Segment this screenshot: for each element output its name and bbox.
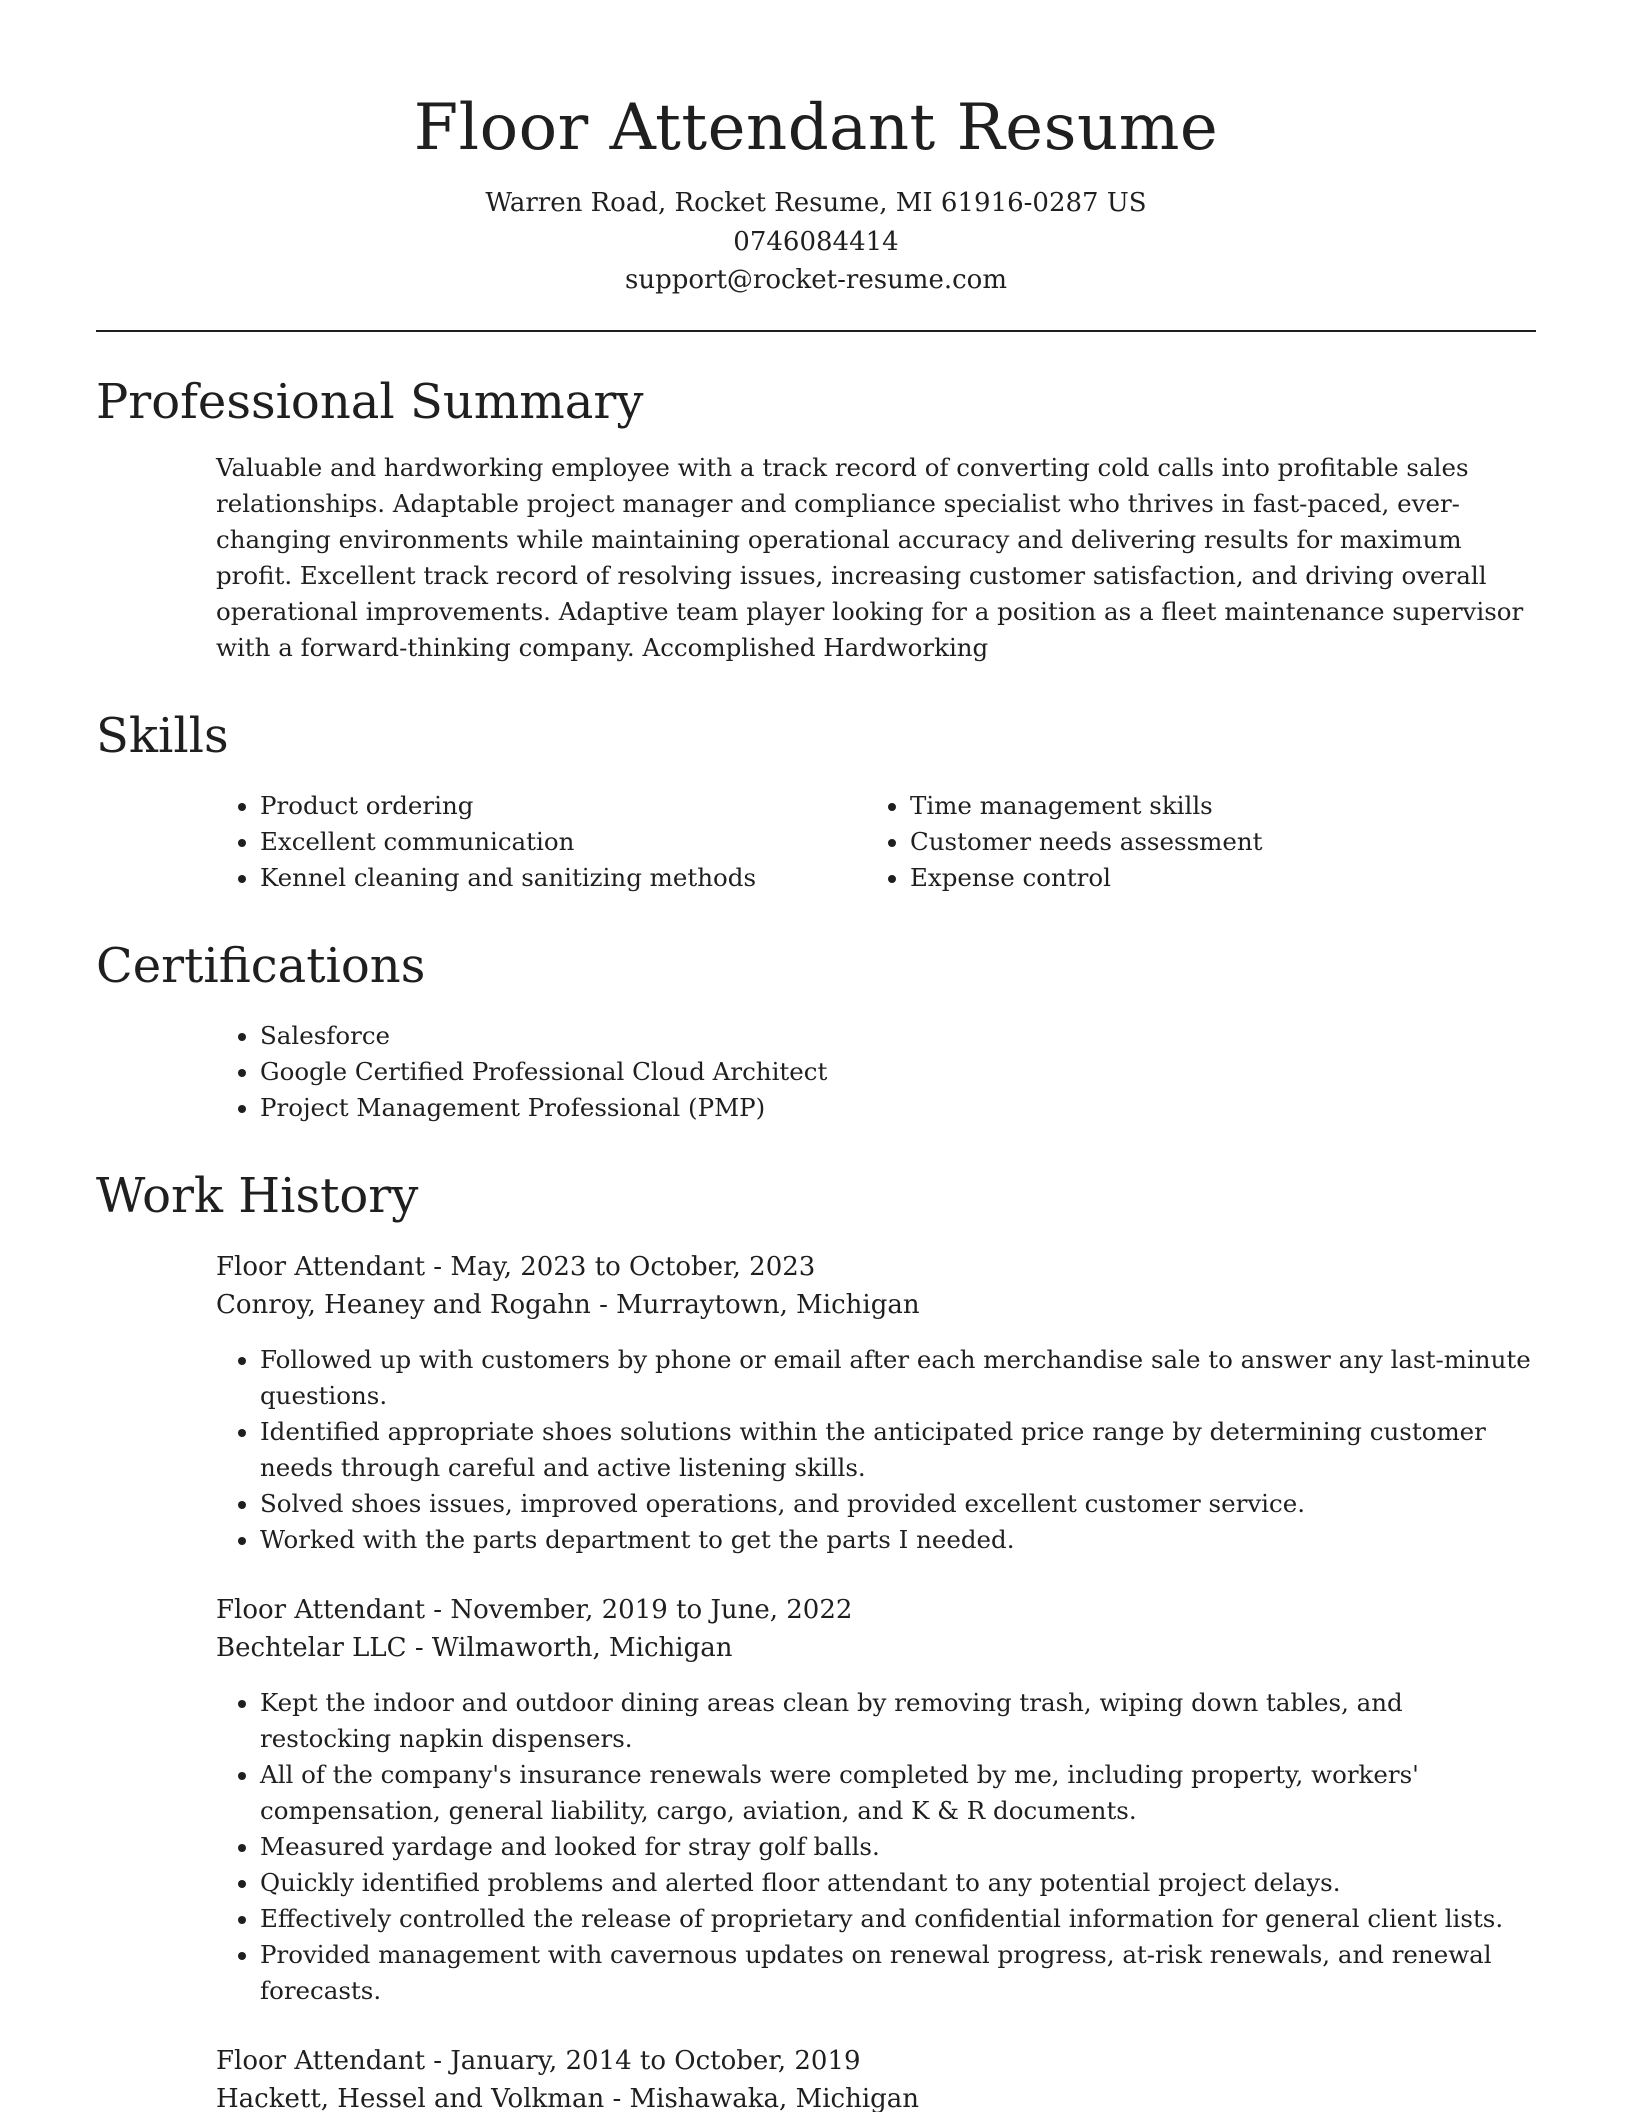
job-bullet: • Followed up with customers by phone or email after each merchandise sale to answer any last-minute questions.	[260, 1342, 1536, 1414]
contact-address: Warren Road, Rocket Resume, MI 61916-0287 US	[485, 188, 1147, 218]
header-divider	[96, 330, 1536, 332]
separator: -	[590, 1289, 617, 1320]
summary-text: Valuable and hardworking employee with a track record of converting cold calls into profitable sales relationships. Adaptable project manager and compliance specialist who thrives in fast-paced, ever-changing environments while maintaining operational accuracy and delivering results for maximum profit. Excellent track record of resolving issues, increasing customer satisfaction, and driving overall operational improvements. Adaptive team player looking for a position as a fleet maintenance supervisor with a forward-thinking company. Accomplished Hardworking	[216, 452, 1524, 662]
job-entry	[216, 1591, 1536, 2009]
job-bullets	[216, 1342, 1536, 1558]
contact-info	[96, 184, 1536, 300]
job-bullets	[216, 1685, 1536, 2009]
job-location: Murraytown, Michigan	[616, 1289, 920, 1320]
job-title: Floor Attendant	[216, 2045, 426, 2076]
certification-item: • Salesforce	[260, 1018, 1536, 1054]
job-bullet: • Quickly identified problems and alerted floor attendant to any potential project delays.	[260, 1865, 1536, 1901]
job-bullet: • All of the company's insurance renewals were completed by me, including property, workers' compensation, general liability, cargo, aviation, and K & R documents.	[260, 1757, 1536, 1829]
job-dates: November, 2019 to June, 2022	[450, 1594, 853, 1625]
skill-item: • Time management skills	[910, 788, 1516, 824]
skill-item: • Kennel cleaning and sanitizing methods	[260, 860, 866, 896]
section-title-skills: Skills	[96, 707, 229, 764]
job-title-line	[216, 2042, 1536, 2080]
skills-list	[216, 788, 1536, 896]
job-location: Wilmaworth, Michigan	[431, 1632, 733, 1663]
skill-item: • Product ordering	[260, 788, 866, 824]
job-company: Bechtelar LLC	[216, 1632, 407, 1663]
job-entry	[216, 1248, 1536, 1558]
job-company-line	[216, 2080, 1536, 2112]
job-title-line	[216, 1248, 1536, 1286]
separator: -	[604, 2083, 630, 2112]
job-company-line	[216, 1629, 1536, 1667]
skill-item: • Expense control	[910, 860, 1516, 896]
job-location: Mishawaka, Michigan	[629, 2083, 920, 2112]
job-dates: May, 2023 to October, 2023	[450, 1251, 816, 1282]
job-company: Conroy, Heaney and Rogahn	[216, 1289, 591, 1320]
section-title-work-history: Work History	[96, 1167, 419, 1224]
job-title: Floor Attendant	[216, 1251, 426, 1282]
work-history-list	[96, 1248, 1536, 2112]
job-bullet: • Identified appropriate shoes solutions within the anticipated price range by determining customer needs through careful and active listening skills.	[260, 1414, 1536, 1486]
resume-header	[96, 0, 1536, 300]
job-bullet: • Worked with the parts department to get the parts I needed.	[260, 1522, 1536, 1558]
section-title-summary: Professional Summary	[96, 373, 644, 430]
job-bullet: • Effectively controlled the release of proprietary and confidential information for general client lists.	[260, 1901, 1536, 1937]
job-title: Floor Attendant	[216, 1594, 426, 1625]
contact-email: support@rocket-resume.com	[624, 265, 1007, 295]
job-bullet: • Solved shoes issues, improved operations, and provided excellent customer service.	[260, 1486, 1536, 1522]
job-entry	[216, 2042, 1536, 2112]
separator: -	[425, 2045, 451, 2076]
separator: -	[425, 1594, 451, 1625]
skill-item: • Customer needs assessment	[910, 824, 1516, 860]
section-title-certifications: Certifications	[96, 937, 426, 994]
resume-title: Floor Attendant Resume	[413, 91, 1219, 165]
job-bullet: • Provided management with cavernous updates on renewal progress, at-risk renewals, and renewal forecasts.	[260, 1937, 1536, 2009]
certification-item: • Google Certified Professional Cloud Architect	[260, 1054, 1536, 1090]
job-company-line	[216, 1286, 1536, 1324]
job-company: Hackett, Hessel and Volkman	[216, 2083, 605, 2112]
job-bullet: • Kept the indoor and outdoor dining areas clean by removing trash, wiping down tables, and restocking napkin dispensers.	[260, 1685, 1536, 1757]
certifications-list	[216, 1018, 1536, 1126]
job-title-line	[216, 1591, 1536, 1629]
contact-phone: 0746084414	[733, 226, 899, 257]
certification-item: • Project Management Professional (PMP)	[260, 1090, 1536, 1126]
separator: -	[425, 1251, 451, 1282]
skill-item: • Excellent communication	[260, 824, 866, 860]
job-dates: January, 2014 to October, 2019	[450, 2045, 861, 2076]
job-bullet: • Measured yardage and looked for stray golf balls.	[260, 1829, 1536, 1865]
separator: -	[406, 1632, 432, 1663]
